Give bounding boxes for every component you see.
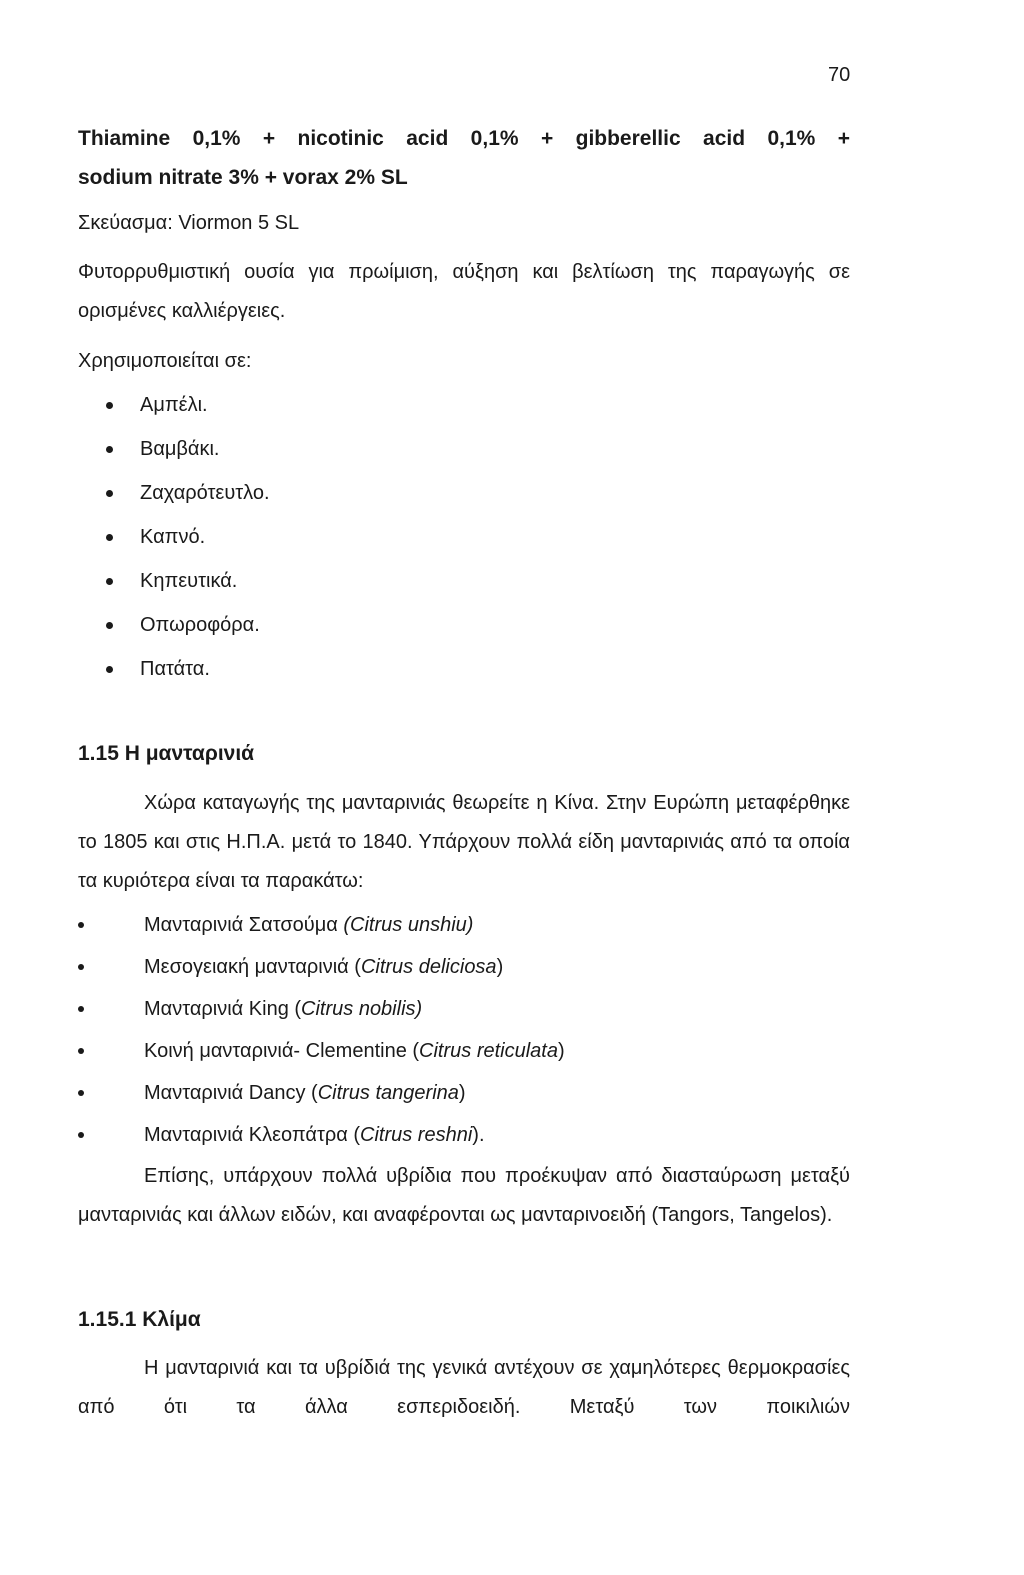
- product-title-line2: sodium nitrate 3% + vorax 2% SL: [78, 166, 408, 190]
- product-title-line1: Thiamine 0,1% + nicotinic acid 0,1% + gibberellic acid 0,1% +: [78, 127, 850, 150]
- list-item: Πατάτα.: [78, 655, 850, 683]
- list-item: Μανταρινιά King (Citrus nobilis): [78, 995, 850, 1023]
- list-item: Καπνό.: [78, 523, 850, 551]
- section-1-15: [78, 739, 850, 1235]
- list-item: Κηπευτικά.: [78, 567, 850, 595]
- crop-list: [78, 391, 850, 683]
- list-item: Ζαχαρότευτλο.: [78, 479, 850, 507]
- section-1-15-1: [78, 1305, 850, 1426]
- page-number: 70: [828, 64, 851, 86]
- used-on-label: Χρησιμοποιείται σε:: [78, 349, 252, 372]
- hybrids-paragraph: Επίσης, υπάρχουν πολλά υβρίδια που προέκυψαν από διασταύρωση μεταξύ μανταρινιάς και άλλων ειδών, και αναφέρονται ως μανταρινοειδή (Tangors, Tangelos).: [78, 1165, 850, 1227]
- list-item: Οπωροφόρα.: [78, 611, 850, 639]
- species-list: [78, 911, 850, 1149]
- product-description: Φυτορρυθμιστική ουσία για πρωίμιση, αύξηση και βελτίωση της παραγωγής σε ορισμένες καλλιέργειες.: [78, 260, 850, 322]
- list-item: Βαμβάκι.: [78, 435, 850, 463]
- list-item: Κοινή μανταρινιά- Clementine (Citrus reticulata): [78, 1037, 850, 1065]
- document-body: [78, 124, 850, 1427]
- product-block: [78, 124, 850, 683]
- list-item: Μανταρινιά Κλεοπάτρα (Citrus reshni).: [78, 1121, 850, 1149]
- product-formulation: Σκεύασμα: Viormon 5 SL: [78, 211, 300, 234]
- section-title: 1.15.1 Κλίμα: [78, 1308, 201, 1332]
- section-intro: Χώρα καταγωγής της μανταρινιάς θεωρείτε η Κίνα. Στην Ευρώπη μεταφέρθηκε το 1805 και στις Η.Π.Α. μετά το 1840. Υπάρχουν πολλά είδη μανταρινιάς από τα οποία τα κυριότερα είναι τα παρακάτω:: [78, 792, 850, 893]
- section-title: 1.15 Η μανταρινιά: [78, 741, 255, 765]
- list-item: Μανταρινιά Σατσούμα (Citrus unshiu): [78, 911, 850, 939]
- list-item: Μανταρινιά Dancy (Citrus tangerina): [78, 1079, 850, 1107]
- list-item: Αμπέλι.: [78, 391, 850, 419]
- climate-paragraph: Η μανταρινιά και τα υβρίδιά της γενικά αντέχουν σε χαμηλότερες θερμοκρασίες από ότι τα άλλα εσπεριδοειδή. Μεταξύ των ποικιλιών: [78, 1356, 850, 1418]
- list-item: Μεσογειακή μανταρινιά (Citrus deliciosa): [78, 953, 850, 981]
